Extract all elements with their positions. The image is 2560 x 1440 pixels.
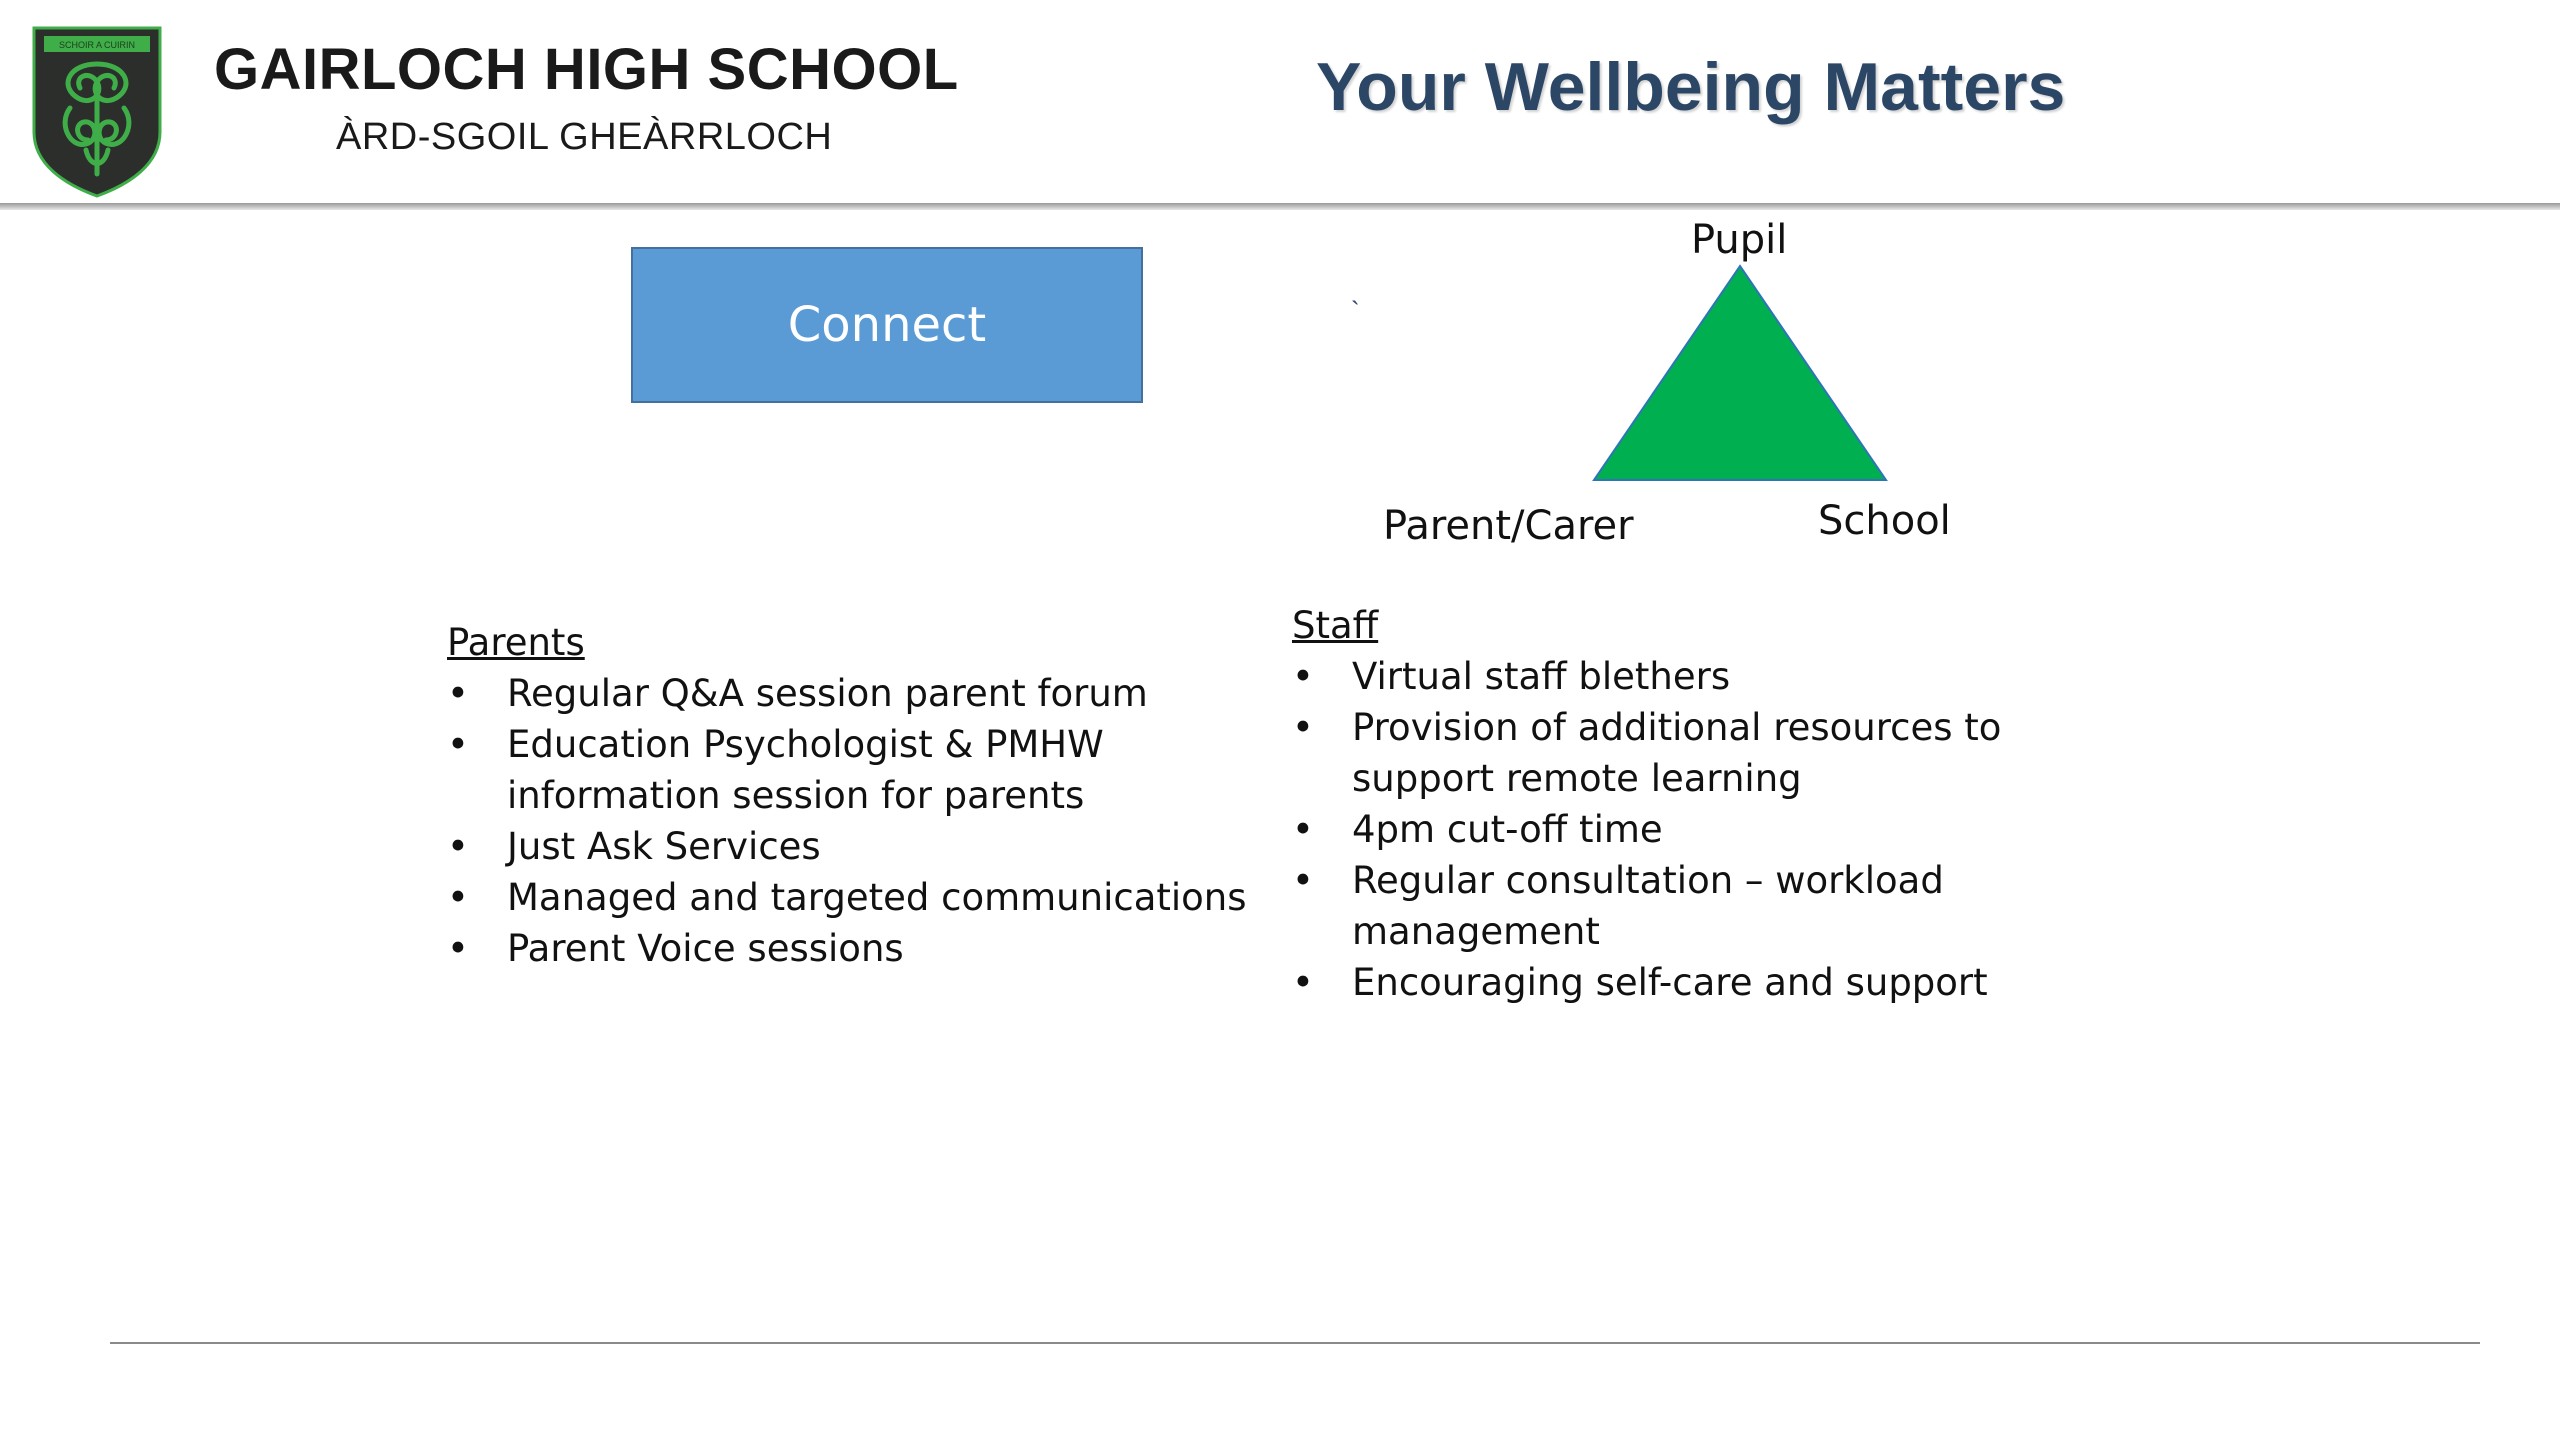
parents-list-item: • Parent Voice sessions (447, 923, 1247, 974)
footer-divider (110, 1342, 2480, 1344)
staff-section (1292, 600, 2032, 1008)
triangle-diagram (1590, 262, 1890, 484)
parents-list-item: • Regular Q&A session parent forum (447, 668, 1247, 719)
connect-label: Connect (787, 297, 987, 353)
slide-title: Your Wellbeing Matters (1316, 49, 2066, 125)
school-crest-icon (30, 24, 164, 200)
parents-heading: Parents (447, 621, 585, 664)
connect-box (631, 247, 1143, 403)
triangle-shape (1594, 266, 1886, 480)
header (0, 0, 2560, 204)
parents-list-item: • Education Psychologist & PMHW information session for parents (447, 719, 1247, 821)
parents-list (447, 668, 1247, 974)
parents-section (447, 617, 1247, 974)
school-name: GAIRLOCH HIGH SCHOOL (214, 37, 959, 102)
triangle-label-parent-carer: Parent/Carer (1383, 503, 1634, 549)
triangle-label-pupil: Pupil (1691, 217, 1788, 263)
staff-list-item: • 4pm cut-off time (1292, 804, 2032, 855)
parents-list-item: • Managed and targeted communications (447, 872, 1247, 923)
stray-mark: ` (1351, 296, 1360, 326)
parents-list-item: • Just Ask Services (447, 821, 1247, 872)
staff-list-item: • Encouraging self-care and support (1292, 957, 2032, 1008)
staff-list-item: • Provision of additional resources to support remote learning (1292, 702, 2032, 804)
header-divider (0, 203, 2560, 210)
crest-motto: SCHOIR A CUIRIN (58, 40, 136, 50)
staff-list-item: • Regular consultation – workload management (1292, 855, 2032, 957)
school-name-gaelic: ÀRD-SGOIL GHEÀRRLOCH (336, 116, 833, 158)
triangle-label-school: School (1818, 498, 1951, 544)
staff-list (1292, 651, 2032, 1008)
staff-list-item: • Virtual staff blethers (1292, 651, 2032, 702)
staff-heading: Staff (1292, 604, 1379, 647)
